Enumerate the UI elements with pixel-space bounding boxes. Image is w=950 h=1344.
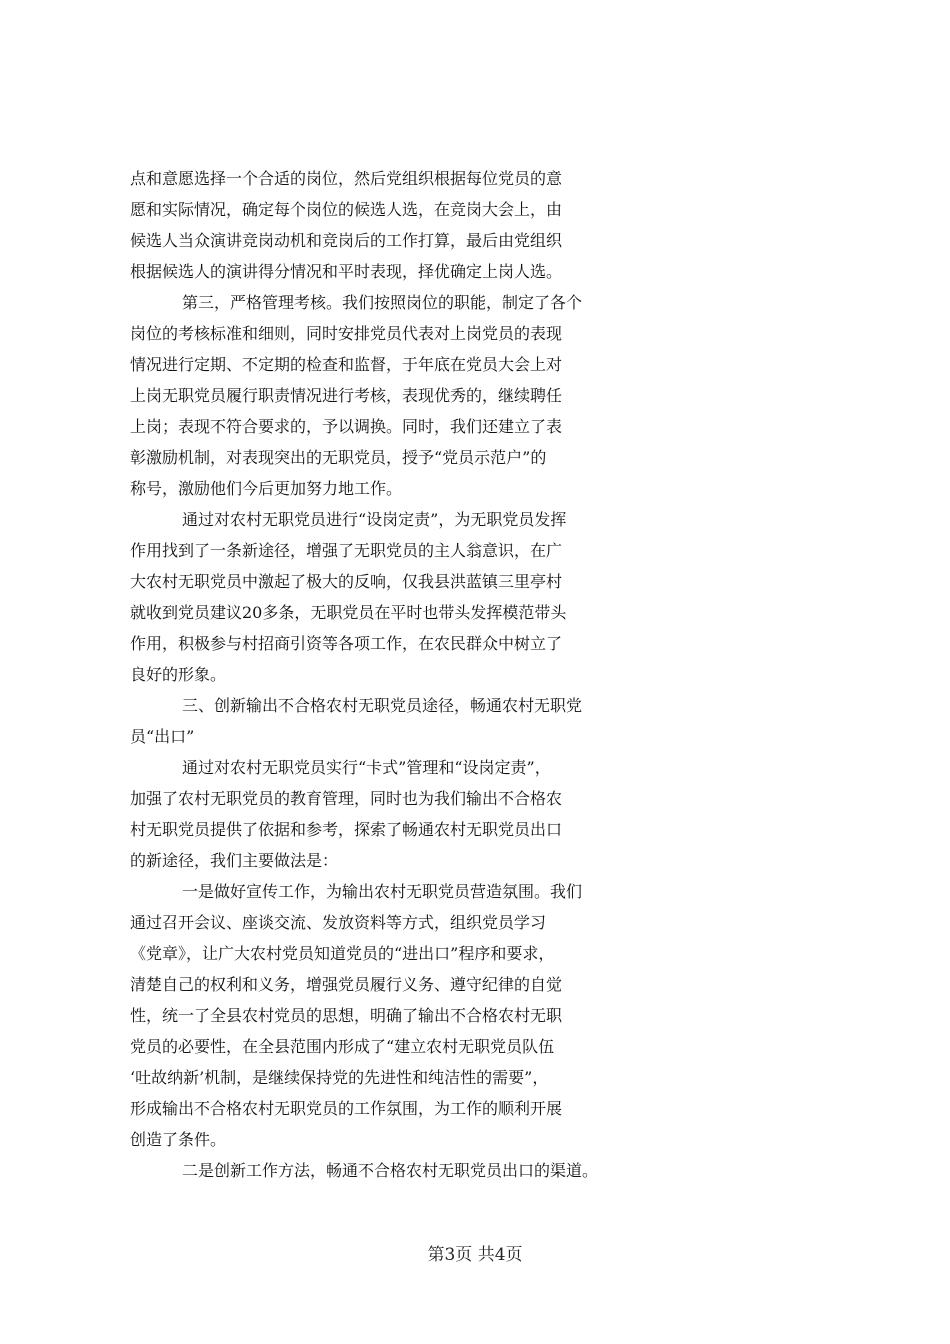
text-line: 点和意愿选择一个合适的岗位，然后党组织根据每位党员的意 [130, 169, 563, 188]
text-line: 加强了农村无职党员的教育管理，同时也为我们输出不合格农 [130, 789, 563, 808]
paragraph-first-line: 通过对农村无职党员实行“卡式”管理和“设岗定责”， [182, 758, 551, 777]
text-line: 党员的必要性，在全县范围内形成了“建立农村无职党员队伍 [130, 1037, 555, 1056]
text-line: ‘吐故纳新’机制，是继续保持党的先进性和纯洁性的需要”， [130, 1068, 549, 1087]
text-line: 情况进行定期、不定期的检查和监督，于年底在党员大会上对 [130, 355, 563, 374]
page-number-footer: 第3页 共4页 [427, 1245, 523, 1265]
text-line: 作用找到了一条新途径，增强了无职党员的主人翁意识，在广 [130, 541, 563, 560]
text-line: 候选人当众演讲竞岗动机和竞岗后的工作打算，最后由党组织 [130, 231, 563, 250]
text-line: 愿和实际情况，确定每个岗位的候选人选，在竞岗大会上，由 [130, 200, 563, 219]
text-line: 通过召开会议、座谈交流、发放资料等方式，组织党员学习 [130, 913, 547, 932]
text-line: 彰激励机制，对表现突出的无职党员，授予“党员示范户”的 [130, 448, 547, 467]
text-line: 的新途径，我们主要做法是： [130, 851, 339, 870]
text-line: 形成输出不合格农村无职党员的工作氛围，为工作的顺利开展 [130, 1099, 563, 1118]
text-line: 根据候选人的演讲得分情况和平时表现，择优确定上岗人选。 [130, 262, 563, 281]
text-line: 作用，积极参与村招商引资等各项工作，在农民群众中树立了 [130, 634, 563, 653]
text-line: 上岗；表现不符合要求的，予以调换。同时，我们还建立了表 [130, 417, 563, 436]
text-line: 性，统一了全县农村党员的思想，明确了输出不合格农村无职 [130, 1006, 563, 1025]
paragraph-first-line: 一是做好宣传工作，为输出农村无职党员营造氛围。我们 [182, 882, 583, 901]
text-line: 良好的形象。 [130, 665, 227, 684]
paragraph-first-line: 通过对农村无职党员进行“设岗定责”，为无职党员发挥 [182, 510, 567, 529]
paragraph-first-line: 二是创新工作方法，畅通不合格农村无职党员出口的渠道。 [182, 1161, 599, 1180]
text-line: 清楚自己的权利和义务，增强党员履行义务、遵守纪律的自觉 [130, 975, 563, 994]
text-line: 创造了条件。 [130, 1130, 227, 1149]
paragraph-first-line: 第三，严格管理考核。我们按照岗位的职能，制定了各个 [182, 293, 583, 312]
text-line: 上岗无职党员履行职责情况进行考核，表现优秀的，继续聘任 [130, 386, 563, 405]
text-line: 称号，激励他们今后更加努力地工作。 [130, 479, 403, 498]
section-heading: 三、创新输出不合格农村无职党员途径，畅通农村无职党 [182, 696, 583, 715]
text-line: 村无职党员提供了依据和参考，探索了畅通农村无职党员出口 [130, 820, 563, 839]
text-line: 岗位的考核标准和细则，同时安排党员代表对上岗党员的表现 [130, 324, 563, 343]
text-line: 大农村无职党员中激起了极大的反响，仅我县洪蓝镇三里亭村 [130, 572, 563, 591]
section-heading-continued: 员“出口” [130, 727, 195, 746]
text-line: 《党章》，让广大农村党员知道党员的“进出口”程序和要求， [130, 944, 555, 963]
text-line: 就收到党员建议20多条，无职党员在平时也带头发挥模范带头 [130, 603, 567, 622]
